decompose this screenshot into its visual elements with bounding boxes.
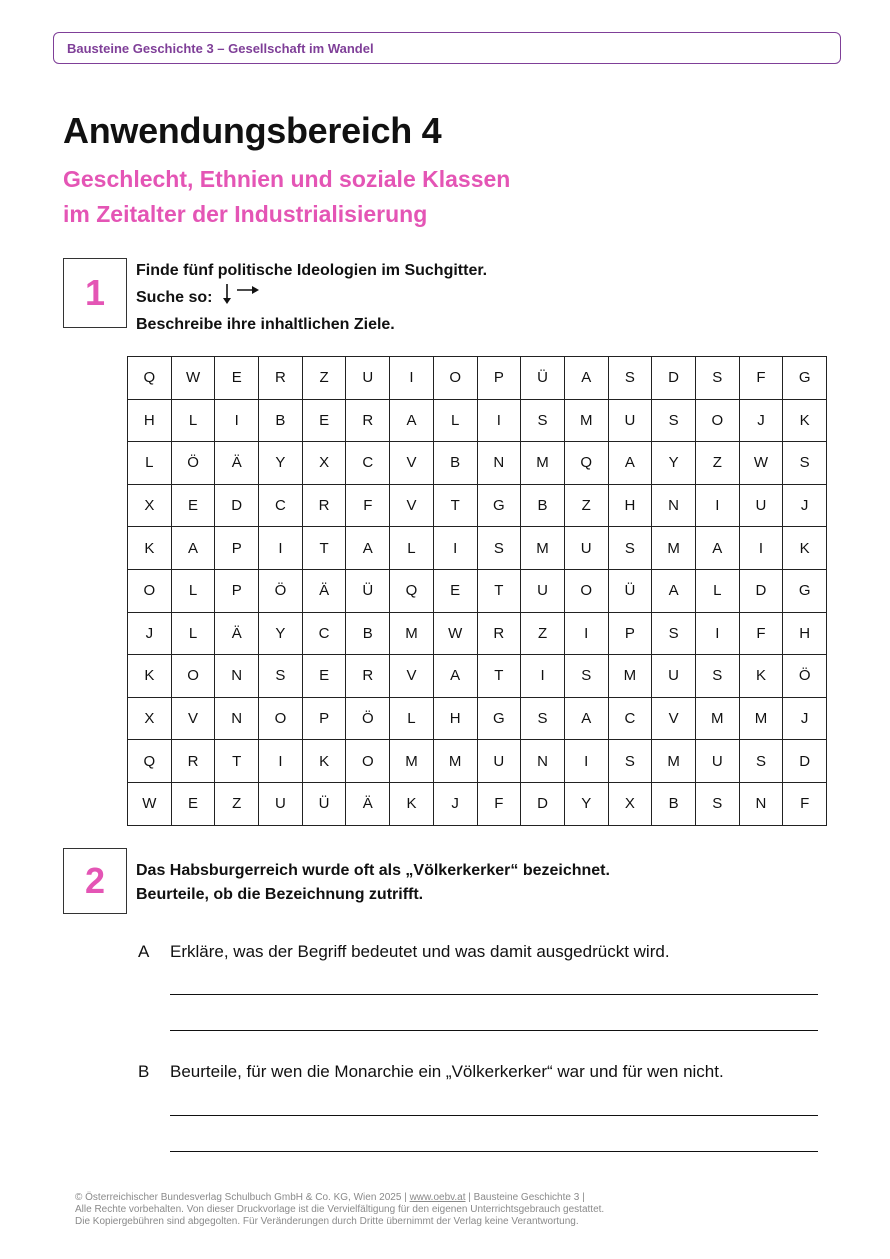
grid-cell[interactable]: C [302, 612, 346, 655]
grid-cell[interactable]: T [215, 740, 259, 783]
grid-cell[interactable]: Q [128, 357, 172, 400]
grid-cell[interactable]: C [608, 697, 652, 740]
grid-cell[interactable]: O [346, 740, 390, 783]
grid-cell[interactable]: D [783, 740, 827, 783]
grid-cell[interactable]: K [783, 527, 827, 570]
grid-cell[interactable]: Ö [783, 655, 827, 698]
grid-cell[interactable]: R [302, 484, 346, 527]
grid-cell[interactable]: E [215, 357, 259, 400]
grid-cell[interactable]: Q [390, 569, 434, 612]
grid-cell[interactable]: N [215, 655, 259, 698]
grid-cell[interactable]: U [564, 527, 608, 570]
grid-cell[interactable]: G [477, 484, 521, 527]
grid-cell[interactable]: K [783, 399, 827, 442]
grid-cell[interactable]: K [390, 782, 434, 825]
grid-cell[interactable]: I [739, 527, 783, 570]
grid-cell[interactable]: D [215, 484, 259, 527]
footer-line-3: Die Kopiergebühren sind abgegolten. Für Veränderungen durch Dritte übernimmt der Verlag keine Verantwortung. [75, 1216, 579, 1227]
grid-row [128, 612, 827, 655]
grid-cell[interactable]: W [171, 357, 215, 400]
grid-cell[interactable]: O [171, 655, 215, 698]
task-2-number: 2 [63, 848, 127, 914]
grid-cell[interactable]: S [477, 527, 521, 570]
search-direction-label: Suche so: [136, 289, 213, 307]
task-1-number: 1 [63, 258, 127, 328]
grid-cell[interactable]: L [171, 399, 215, 442]
grid-cell[interactable]: L [171, 569, 215, 612]
grid-cell[interactable]: X [128, 697, 172, 740]
grid-cell[interactable]: D [521, 782, 565, 825]
grid-cell[interactable]: I [564, 740, 608, 783]
grid-row [128, 442, 827, 485]
grid-cell[interactable]: A [390, 399, 434, 442]
grid-cell[interactable]: Z [215, 782, 259, 825]
grid-cell[interactable]: H [608, 484, 652, 527]
question-a-text: Erkläre, was der Begriff bedeutet und was damit ausgedrückt wird. [170, 942, 670, 961]
grid-cell[interactable]: Ü [346, 569, 390, 612]
grid-cell[interactable]: E [302, 655, 346, 698]
grid-cell[interactable]: Ü [302, 782, 346, 825]
grid-cell[interactable]: V [390, 442, 434, 485]
header-text: Bausteine Geschichte 3 – Gesellschaft im Wandel [67, 41, 374, 56]
grid-cell[interactable]: U [346, 357, 390, 400]
grid-cell[interactable]: M [521, 442, 565, 485]
grid-cell[interactable]: F [477, 782, 521, 825]
grid-cell[interactable]: M [433, 740, 477, 783]
grid-cell[interactable]: U [259, 782, 303, 825]
footer-link[interactable]: www.oebv.at [409, 1192, 466, 1203]
grid-row [128, 569, 827, 612]
grid-cell[interactable]: I [259, 527, 303, 570]
grid-cell[interactable]: O [564, 569, 608, 612]
grid-cell[interactable]: S [608, 357, 652, 400]
subtitle-line-2: im Zeitalter der Industrialisierung [63, 201, 428, 227]
grid-cell[interactable]: I [695, 612, 739, 655]
grid-cell[interactable]: Z [564, 484, 608, 527]
grid-cell[interactable]: U [477, 740, 521, 783]
grid-cell[interactable]: F [739, 357, 783, 400]
question-b-text: Beurteile, für wen die Monarchie ein „Völkerkerker“ war und für wen nicht. [170, 1062, 724, 1081]
grid-cell[interactable]: Ö [259, 569, 303, 612]
grid-cell[interactable]: R [346, 399, 390, 442]
task-2-line-1: Das Habsburgerreich wurde oft als „Völkerkerker“ bezeichnet. [136, 862, 610, 879]
grid-cell[interactable]: J [128, 612, 172, 655]
grid-cell[interactable]: Y [259, 442, 303, 485]
grid-cell[interactable]: J [739, 399, 783, 442]
grid-cell[interactable]: B [259, 399, 303, 442]
grid-cell[interactable]: A [695, 527, 739, 570]
grid-cell[interactable]: C [259, 484, 303, 527]
grid-row [128, 399, 827, 442]
answer-line-a-1[interactable] [170, 994, 818, 995]
grid-cell[interactable]: B [346, 612, 390, 655]
grid-cell[interactable]: L [390, 527, 434, 570]
grid-cell[interactable]: A [433, 655, 477, 698]
grid-cell[interactable]: B [521, 484, 565, 527]
grid-cell[interactable]: M [564, 399, 608, 442]
grid-cell[interactable]: U [608, 399, 652, 442]
grid-cell[interactable]: Ö [171, 442, 215, 485]
grid-cell[interactable]: Y [652, 442, 696, 485]
grid-cell[interactable]: Ä [346, 782, 390, 825]
grid-cell[interactable]: A [171, 527, 215, 570]
grid-cell[interactable]: S [521, 697, 565, 740]
grid-cell[interactable]: L [390, 697, 434, 740]
task-1-line-2 [136, 283, 487, 313]
grid-cell[interactable]: I [215, 399, 259, 442]
grid-cell[interactable]: G [783, 357, 827, 400]
grid-cell[interactable]: U [695, 740, 739, 783]
grid-cell[interactable]: S [695, 655, 739, 698]
grid-cell[interactable]: Z [302, 357, 346, 400]
grid-cell[interactable]: E [171, 484, 215, 527]
grid-cell[interactable]: A [564, 697, 608, 740]
grid-cell[interactable]: I [521, 655, 565, 698]
question-a-letter: A [138, 942, 150, 961]
task-1-instructions [136, 259, 487, 337]
grid-cell[interactable]: W [128, 782, 172, 825]
grid-cell[interactable]: Y [259, 612, 303, 655]
grid-cell[interactable]: O [259, 697, 303, 740]
grid-cell[interactable]: Q [128, 740, 172, 783]
grid-cell[interactable]: A [652, 569, 696, 612]
grid-cell[interactable]: A [608, 442, 652, 485]
grid-cell[interactable]: T [302, 527, 346, 570]
grid-cell[interactable]: H [433, 697, 477, 740]
grid-cell[interactable]: S [608, 527, 652, 570]
grid-cell[interactable]: R [171, 740, 215, 783]
subtitle-line-1: Geschlecht, Ethnien und soziale Klassen [63, 166, 511, 192]
grid-cell[interactable]: R [259, 357, 303, 400]
grid-cell[interactable]: M [695, 697, 739, 740]
grid-cell[interactable]: X [302, 442, 346, 485]
grid-cell[interactable]: M [652, 527, 696, 570]
grid-cell[interactable]: N [215, 697, 259, 740]
grid-cell[interactable]: N [652, 484, 696, 527]
grid-cell[interactable]: H [783, 612, 827, 655]
grid-cell[interactable]: S [783, 442, 827, 485]
grid-cell[interactable]: J [433, 782, 477, 825]
grid-cell[interactable]: X [128, 484, 172, 527]
grid-row [128, 697, 827, 740]
grid-cell[interactable]: G [783, 569, 827, 612]
footer-copyright: © Österreichischer Bundesverlag Schulbuch GmbH & Co. KG, Wien 2025 | [75, 1192, 410, 1203]
grid-cell[interactable]: K [128, 655, 172, 698]
grid-cell[interactable]: D [739, 569, 783, 612]
grid-cell[interactable]: I [695, 484, 739, 527]
question-b-letter: B [138, 1062, 150, 1081]
grid-cell[interactable]: L [171, 612, 215, 655]
grid-row [128, 782, 827, 825]
grid-cell[interactable]: Y [564, 782, 608, 825]
grid-cell[interactable]: L [128, 442, 172, 485]
grid-cell[interactable]: W [739, 442, 783, 485]
grid-cell[interactable]: N [477, 442, 521, 485]
grid-row [128, 655, 827, 698]
grid-cell[interactable]: Ü [521, 357, 565, 400]
footer [75, 1192, 604, 1228]
grid-cell[interactable]: U [739, 484, 783, 527]
grid-cell[interactable]: E [171, 782, 215, 825]
grid-cell[interactable]: V [652, 697, 696, 740]
grid-cell[interactable]: U [652, 655, 696, 698]
grid-cell[interactable]: P [477, 357, 521, 400]
answer-line-b-2[interactable] [170, 1151, 818, 1152]
grid-row [128, 527, 827, 570]
grid-cell[interactable]: I [477, 399, 521, 442]
grid-cell[interactable]: P [215, 527, 259, 570]
grid-cell[interactable]: B [652, 782, 696, 825]
grid-cell[interactable]: S [695, 782, 739, 825]
answer-line-a-2[interactable] [170, 1030, 818, 1031]
grid-cell[interactable]: K [128, 527, 172, 570]
grid-cell[interactable]: O [695, 399, 739, 442]
footer-series: | Bausteine Geschichte 3 | [465, 1192, 585, 1203]
grid-cell[interactable]: Ä [302, 569, 346, 612]
grid-row [128, 484, 827, 527]
grid-cell[interactable]: J [783, 697, 827, 740]
grid-cell[interactable]: M [390, 612, 434, 655]
grid-cell[interactable]: I [259, 740, 303, 783]
grid-cell[interactable]: F [346, 484, 390, 527]
grid-cell[interactable]: K [739, 655, 783, 698]
grid-cell[interactable]: S [608, 740, 652, 783]
grid-cell[interactable]: V [390, 484, 434, 527]
grid-cell[interactable]: M [739, 697, 783, 740]
grid-cell[interactable]: Ä [215, 612, 259, 655]
grid-cell[interactable]: Z [521, 612, 565, 655]
grid-cell[interactable]: I [390, 357, 434, 400]
grid-cell[interactable]: R [346, 655, 390, 698]
header-box [53, 32, 841, 64]
grid-cell[interactable]: F [783, 782, 827, 825]
footer-line-2: Alle Rechte vorbehalten. Von dieser Druckvorlage ist die Vervielfältigung für den eigenen Unterrichtsgebrauch gestattet. [75, 1204, 605, 1215]
task-1-line-3: Beschreibe ihre inhaltlichen Ziele. [136, 316, 395, 333]
grid-cell[interactable]: Z [695, 442, 739, 485]
grid-cell[interactable]: L [433, 399, 477, 442]
task-2-instructions [136, 859, 610, 907]
grid-cell[interactable]: V [390, 655, 434, 698]
grid-cell[interactable]: M [390, 740, 434, 783]
task-1-line-1: Finde fünf politische Ideologien im Suchgitter. [136, 262, 488, 279]
grid-cell[interactable]: S [652, 612, 696, 655]
grid-cell[interactable]: S [564, 655, 608, 698]
grid-cell[interactable]: E [302, 399, 346, 442]
grid-cell[interactable]: W [433, 612, 477, 655]
grid-cell[interactable]: A [346, 527, 390, 570]
grid-cell[interactable]: S [259, 655, 303, 698]
grid-cell[interactable]: K [302, 740, 346, 783]
grid-cell[interactable]: C [346, 442, 390, 485]
grid-row [128, 357, 827, 400]
grid-cell[interactable]: T [477, 655, 521, 698]
grid-cell[interactable]: A [564, 357, 608, 400]
grid-cell[interactable]: O [433, 357, 477, 400]
grid-cell[interactable]: X [608, 782, 652, 825]
grid-cell[interactable]: Q [564, 442, 608, 485]
grid-cell[interactable]: L [695, 569, 739, 612]
grid-cell[interactable]: V [171, 697, 215, 740]
grid-cell[interactable]: I [433, 527, 477, 570]
grid-cell[interactable]: H [128, 399, 172, 442]
grid-cell[interactable]: Ü [608, 569, 652, 612]
task-2-line-2: Beurteile, ob die Bezeichnung zutrifft. [136, 886, 424, 903]
grid-cell[interactable]: J [783, 484, 827, 527]
grid-cell[interactable]: S [739, 740, 783, 783]
grid-cell[interactable]: M [521, 527, 565, 570]
grid-cell[interactable]: M [652, 740, 696, 783]
grid-cell[interactable]: N [739, 782, 783, 825]
grid-cell[interactable]: I [564, 612, 608, 655]
grid-cell[interactable]: D [652, 357, 696, 400]
grid-cell[interactable]: S [695, 357, 739, 400]
grid-cell[interactable]: T [477, 569, 521, 612]
grid-cell[interactable]: S [521, 399, 565, 442]
word-search-grid [127, 356, 827, 826]
grid-cell[interactable]: O [128, 569, 172, 612]
grid-cell[interactable]: R [477, 612, 521, 655]
answer-line-b-1[interactable] [170, 1115, 818, 1116]
grid-cell[interactable]: F [739, 612, 783, 655]
grid-cell[interactable]: Ö [346, 697, 390, 740]
grid-cell[interactable]: N [521, 740, 565, 783]
page-title: Anwendungsbereich 4 [63, 110, 442, 151]
grid-cell[interactable]: P [302, 697, 346, 740]
grid-cell[interactable]: B [433, 442, 477, 485]
grid-cell[interactable]: G [477, 697, 521, 740]
footer-line-1 [75, 1192, 604, 1204]
grid-cell[interactable]: Ä [215, 442, 259, 485]
grid-cell[interactable]: M [608, 655, 652, 698]
direction-arrows-icon [221, 283, 261, 313]
grid-cell[interactable]: P [608, 612, 652, 655]
grid-cell[interactable]: E [433, 569, 477, 612]
grid-cell[interactable]: P [215, 569, 259, 612]
grid-row [128, 740, 827, 783]
grid-cell[interactable]: T [433, 484, 477, 527]
grid-cell[interactable]: U [521, 569, 565, 612]
grid-cell[interactable]: S [652, 399, 696, 442]
